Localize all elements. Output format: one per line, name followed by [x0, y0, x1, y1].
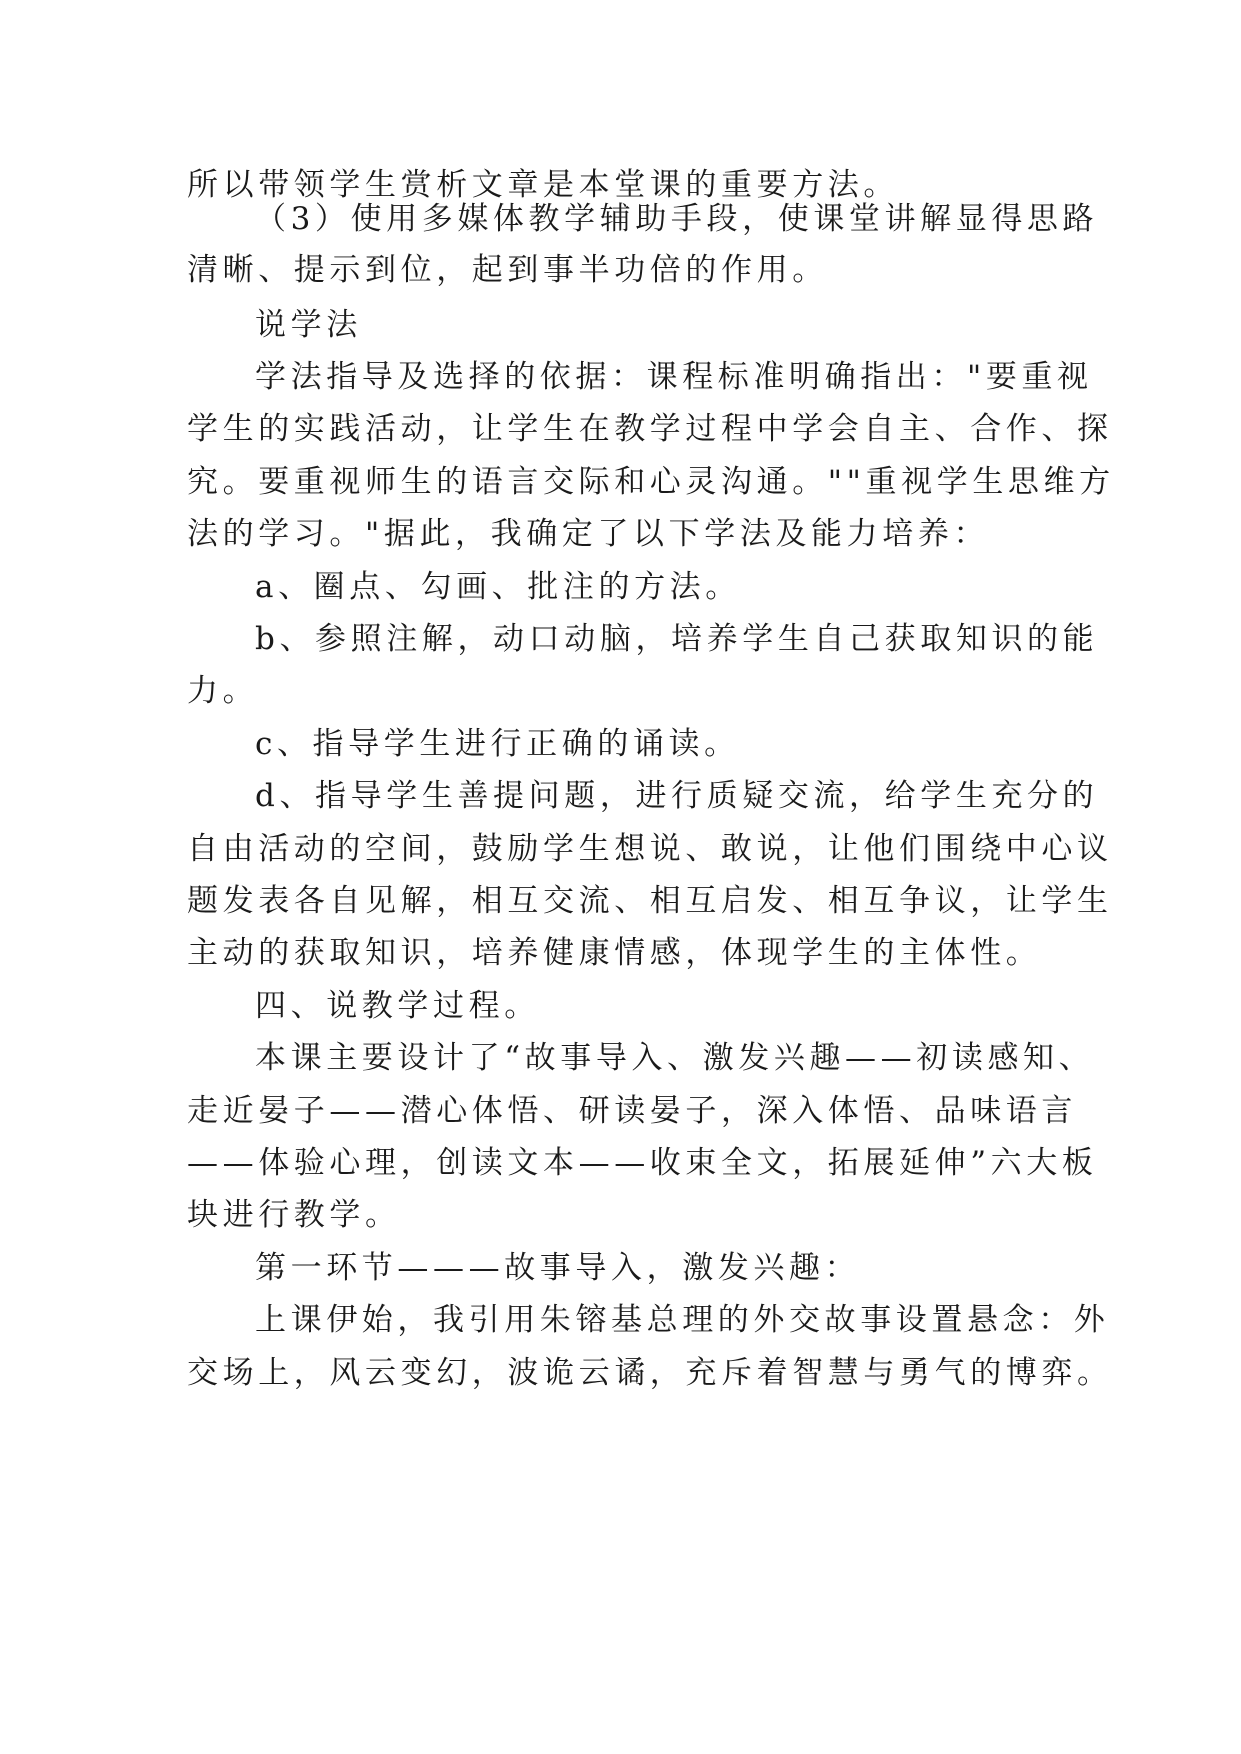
text-line: 学法指导及选择的依据：课程标准明确指出："要重视 [255, 359, 1093, 395]
text-line: 走近晏子——潜心体悟、研读晏子，深入体悟、品味语言 [187, 1093, 1077, 1129]
subsection-heading: 第一环节———故事导入，激发兴趣： [255, 1250, 861, 1286]
section-heading: 四、说教学过程。 [255, 988, 540, 1024]
text-line: 学生的实践活动，让学生在教学过程中学会自主、合作、探 [187, 411, 1113, 447]
text-line: 法的学习。"据此，我确定了以下学法及能力培养： [187, 516, 990, 552]
text-line: 主动的获取知识，培养健康情感，体现学生的主体性。 [187, 935, 1042, 971]
text-line: 清晰、提示到位，起到事半功倍的作用。 [187, 252, 828, 288]
text-line: 本课主要设计了“故事导入、激发兴趣——初读感知、 [255, 1040, 1095, 1076]
text-line: 力。 [187, 673, 259, 709]
text-line: 题发表各自见解，相互交流、相互启发、相互争议，让学生 [187, 883, 1113, 919]
text-line: ——体验心理，创读文本——收束全文，拓展延伸”六大板 [187, 1145, 1098, 1181]
text-line: 所以带领学生赏析文章是本堂课的重要方法。 [187, 167, 899, 203]
text-line: 究。要重视师生的语言交际和心灵沟通。""重视学生思维方 [187, 464, 1115, 500]
list-item: d、指导学生善提问题，进行质疑交流，给学生充分的 [255, 778, 1099, 814]
list-item: c、指导学生进行正确的诵读。 [255, 726, 740, 762]
text-line: 块进行教学。 [187, 1197, 401, 1233]
text-line: 上课伊始，我引用朱镕基总理的外交故事设置悬念：外 [255, 1302, 1110, 1338]
text-line: （3）使用多媒体教学辅助手段，使课堂讲解显得思路 [255, 201, 1099, 237]
list-item: b、参照注解，动口动脑，培养学生自己获取知识的能 [255, 621, 1099, 657]
text-line: 交场上，风云变幻，波诡云谲，充斥着智慧与勇气的博弈。 [187, 1355, 1113, 1391]
list-item: a、圈点、勾画、批注的方法。 [255, 569, 741, 605]
section-heading: 说学法 [255, 307, 362, 343]
text-line: 自由活动的空间，鼓励学生想说、敢说，让他们围绕中心议 [187, 831, 1113, 867]
